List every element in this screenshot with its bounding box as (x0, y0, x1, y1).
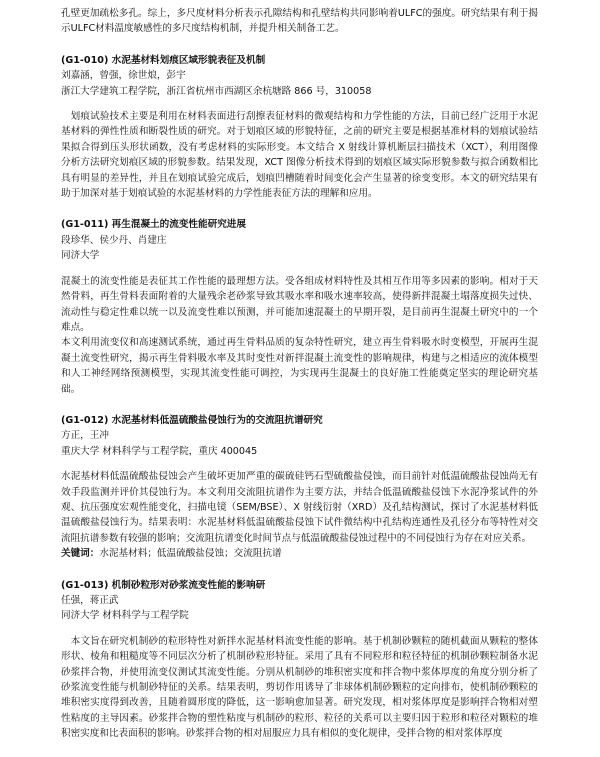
article-title-text: 再生混凝土的流变性能研究进展 (111, 219, 246, 231)
article-code: (G1-010) (61, 54, 109, 66)
article-title (61, 217, 538, 232)
article-title (61, 53, 538, 68)
article-authors: 段珍华、侯少丹、肖建庄 (61, 234, 167, 246)
article-abstract: 划痕试验技术主要是利用在材料表面进行刮擦表征材料的微观结构和力学性能的方法，目前已经广泛用于水泥基材料的弹性性质和断裂性质的研究。对于划痕区域的形貌特征，之前的研究主要是根据基准材料的划痕试验结果拟合得到压头形状函数，没有考虑材料的实际形变。本文结合 X 射线计算机断层扫描技术（XCT），利用图像分析方法研究划痕区域的形貌参数。结果发现，XCT 图像分析技术得到的划痕区域实际形貌参数与拟合函数相比具有明显的差异性，并且在划痕试验完成后，划痕凹槽随着时间变化会产生显著的徐变变形。本文的研究结果有助于加深对基于划痕试验的水泥基材料的力学性能表征方法的理解和应用。 (61, 111, 538, 200)
article-authors: 任强，蒋正武 (61, 595, 119, 606)
article-authors: 方正，王冲 (61, 430, 109, 442)
article-g1-012 (61, 413, 538, 562)
article-title-text: 水泥基材料低温硫酸盐侵蚀行为的交流阻抗谱研究 (111, 414, 323, 426)
article-code: (G1-012) (61, 414, 109, 426)
article-keywords (61, 546, 538, 561)
article-abstract: 水泥基材料低温硫酸盐侵蚀会产生破坏更加严重的碳硫硅钙石型硫酸盐侵蚀，而目前针对低温硫酸盐侵蚀尚无有效手段监测并评价其侵蚀行为。本文利用交流阻抗谱作为主要方法，并结合低温硫酸盐侵蚀下水泥净浆试件的外观、抗压强度宏观性能变化，扫描电镜（SEM/BSE）、X 射线衍射（XRD）及孔结构测试，探讨了水泥基材料低温硫酸盐侵蚀行为。结果表明：水泥基材料低温硫酸盐侵蚀下试件微结构中孔结构连通性及孔径分布等特性对交流阻抗谱参数有较强的影响；交流阻抗谱变化时间节点与低温硫酸盐侵蚀过程中的不同侵蚀行为存在对应关系。 (61, 471, 538, 544)
article-authors: 刘嘉涵，曾强，徐世烺，彭宇 (61, 70, 186, 82)
article-g1-013 (61, 578, 538, 742)
article-abstract: 混凝土的流变性能是表征其工作性能的最理想方法。受各组成材料特性及其相互作用等多因素的影响。相对于天然骨料，再生骨料表面附着的大量残余老砂浆导致其吸水率和吸水速率较高，使得新拌混凝土塌落度损失过快、流动性与稳定性难以统一以及流变性难以预测，并可能加速混凝土的早期开裂，是目前再生混凝土研究中的一个难点。 (61, 275, 538, 333)
article-title-text: 机制砂粒形对砂浆流变性能的影响研 (111, 579, 266, 591)
article-abstract-continued: 本文利用流变仪和高速测试系统，通过再生骨料品质的复杂特性研究，建立再生骨料吸水时变模型，开展再生混凝土流变性研究，揭示再生骨料吸水率及其时变性对新拌混凝土流变性的影响规律，构建与之相适应的流体模型和人工神经网络预测模型，实现其流变性能可调控，为实现再生混凝土的良好施工性能奠定坚实的理论研究基础。 (61, 337, 538, 395)
article-affiliation: 同济大学 材料科学与工程学院 (61, 610, 189, 622)
article-affiliation: 重庆大学 材料科学与工程学院，重庆 400045 (61, 445, 258, 457)
article-title (61, 578, 538, 593)
keywords-label: 关键词： (61, 548, 100, 560)
article-affiliation: 浙江大学建筑工程学院，浙江省杭州市西湖区余杭塘路 866 号，310058 (61, 85, 372, 97)
article-g1-010 (61, 53, 538, 202)
article-title-text: 水泥基材料划痕区域形貌表征及机制 (111, 54, 266, 66)
intro-paragraph: 孔壁更加疏松多孔。综上，多尺度材料分析表示孔隙结构和孔壁结构共同影响着ULFC的强度。研究结果有利于揭示ULFC材料温度敏感性的多尺度结构机制，并提升相关制备工艺。 (61, 8, 538, 35)
article-affiliation: 同济大学 (61, 250, 100, 262)
article-g1-011 (61, 217, 538, 396)
article-title (61, 413, 538, 428)
article-abstract: 本文旨在研究机制砂的粒形特性对新拌水泥基材料流变性能的影响。基于机制砂颗粒的随机截面从颗粒的整体形状、棱角和粗糙度等不同层次分析了机制砂粒形特征。采用了具有不同粒形和粒径特征的机制砂颗粒制备水泥砂浆拌合物，并使用流变仪测试其流变性能。分别从机制砂的堆积密实度和拌合物中浆体厚度的角度分别分析了砂浆流变性能与机制砂特征的关系。结果表明，剪切作用诱导了非球体机制砂颗粒的定向排布，使机制砂颗粒的堆积密实度得到改善，且随着圆形度的降低，这一影响愈加显著。研究发现，相对浆体厚度是影响拌合物相对塑性粘度的主导因素。砂浆拌合物的塑性粘度与机制砂的粒形、粒径的关系可以主要归因于粒形和粒径对颗粒的堆积密实度和比表面积的影响。砂浆拌合物的相对屈服应力具有相似的变化规律，受拌合物的相对浆体厚度 (61, 635, 538, 740)
article-code: (G1-013) (61, 579, 109, 591)
article-code: (G1-011) (61, 219, 109, 231)
keywords-text: 水泥基材料；低温硫酸盐侵蚀；交流阻抗谱 (99, 548, 282, 560)
